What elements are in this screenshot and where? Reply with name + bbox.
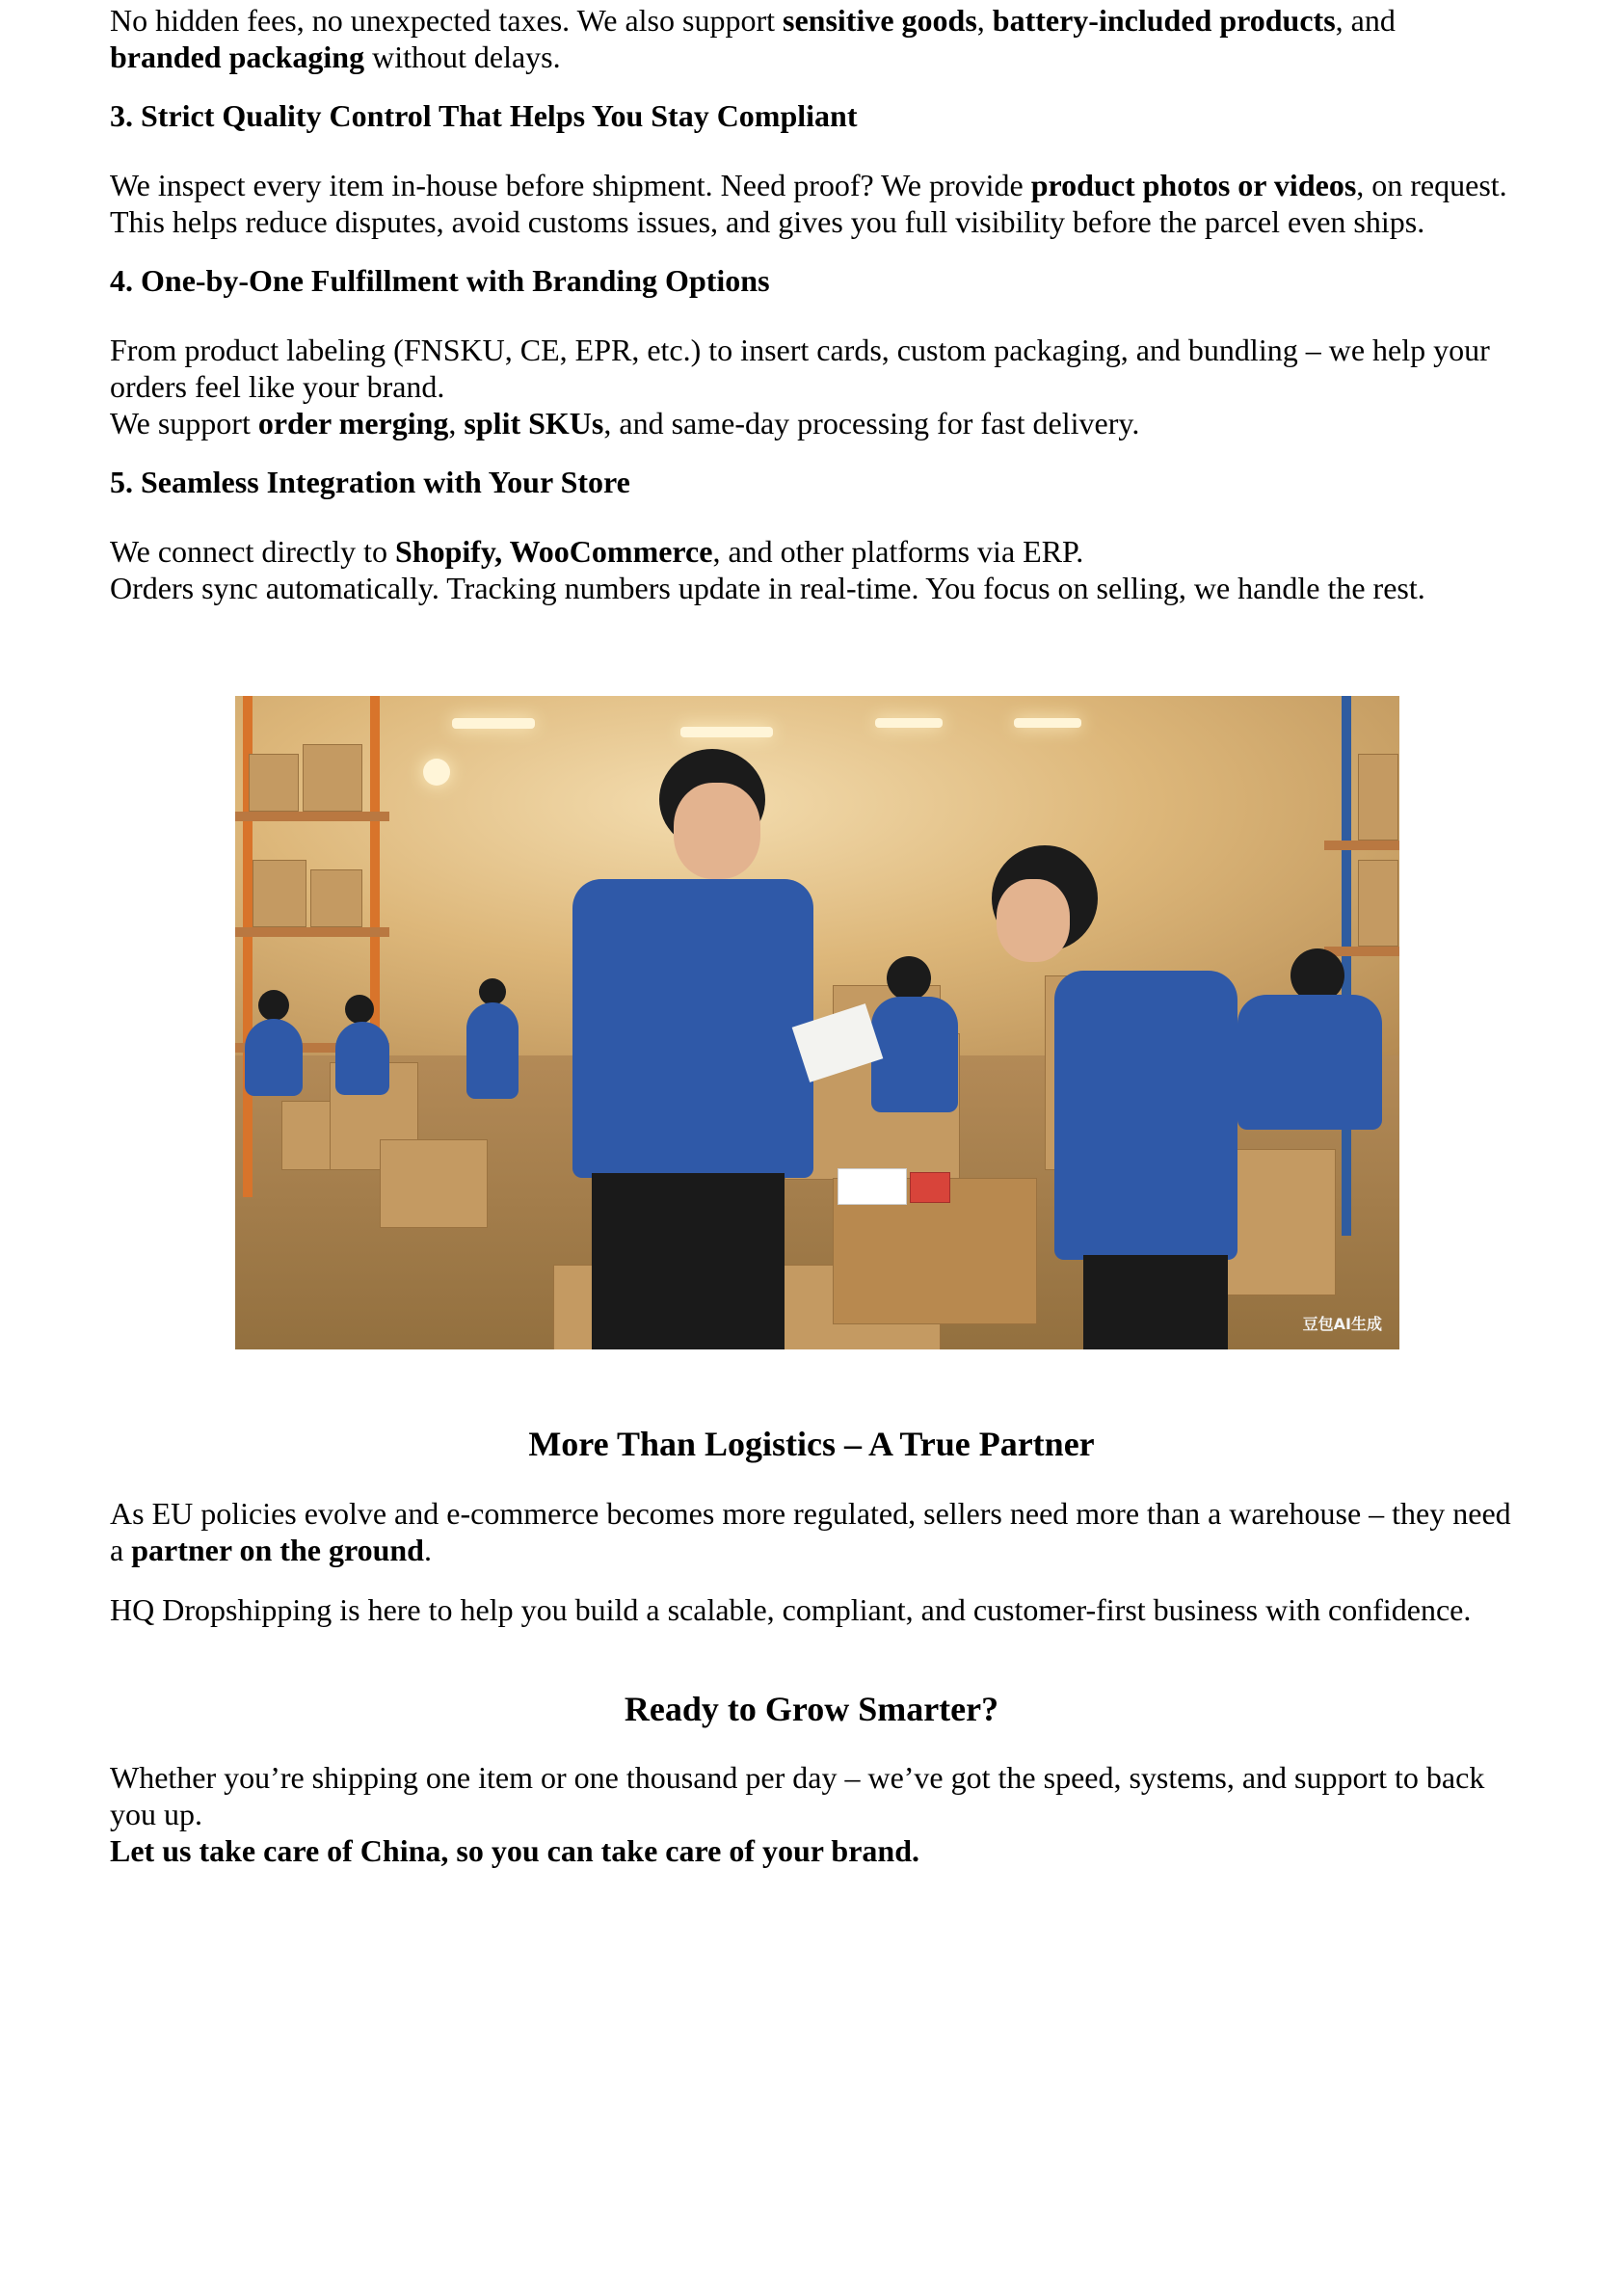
section-3-paragraph: We inspect every item in-house before shipment. Need proof? We provide product photos or videos, on request. This helps reduce disputes, avoid customs issues, and gives you full visibility before the parcel even ships. (110, 168, 1507, 239)
section-4-heading: 4. One-by-One Fulfillment with Branding Options (110, 263, 770, 298)
worker-figures (235, 696, 1399, 1349)
intro-line-2: branded packaging without delays. (110, 40, 561, 74)
ai-watermark: 豆包AI生成 (1302, 1315, 1382, 1333)
product-packages (838, 1168, 907, 1205)
section-5-heading: 5. Seamless Integration with Your Store (110, 465, 630, 499)
section-4-paragraph: From product labeling (FNSKU, CE, EPR, etc.) to insert cards, custom packaging, and bundling – we help your orders feel like your brand. We support order merging, split SKUs, and same-day processing for fast delivery. (110, 333, 1490, 441)
warehouse-photo (235, 696, 1399, 1349)
intro-line-1: No hidden fees, no unexpected taxes. We also support sensitive goods, battery-included products, and (110, 3, 1396, 38)
intro-paragraph (110, 2, 1527, 75)
section-3-heading: 3. Strict Quality Control That Helps You Stay Compliant (110, 98, 858, 133)
partner-paragraph-1: As EU policies evolve and e-commerce becomes more regulated, sellers need more than a warehouse – they need a partner on the ground. (110, 1496, 1511, 1567)
partner-paragraph-2: HQ Dropshipping is here to help you build a scalable, compliant, and customer-first business with confidence. (110, 1592, 1472, 1627)
partner-title: More Than Logistics – A True Partner (528, 1425, 1095, 1463)
ready-paragraph: Whether you’re shipping one item or one thousand per day – we’ve got the speed, systems, and support to back you up. Let us take care of China, so you can take care of your brand. (110, 1760, 1485, 1868)
section-5-paragraph: We connect directly to Shopify, WooCommerce, and other platforms via ERP. Orders sync automatically. Tracking numbers update in real-time. You focus on selling, we handle the rest. (110, 534, 1425, 605)
ready-title: Ready to Grow Smarter? (624, 1690, 999, 1728)
